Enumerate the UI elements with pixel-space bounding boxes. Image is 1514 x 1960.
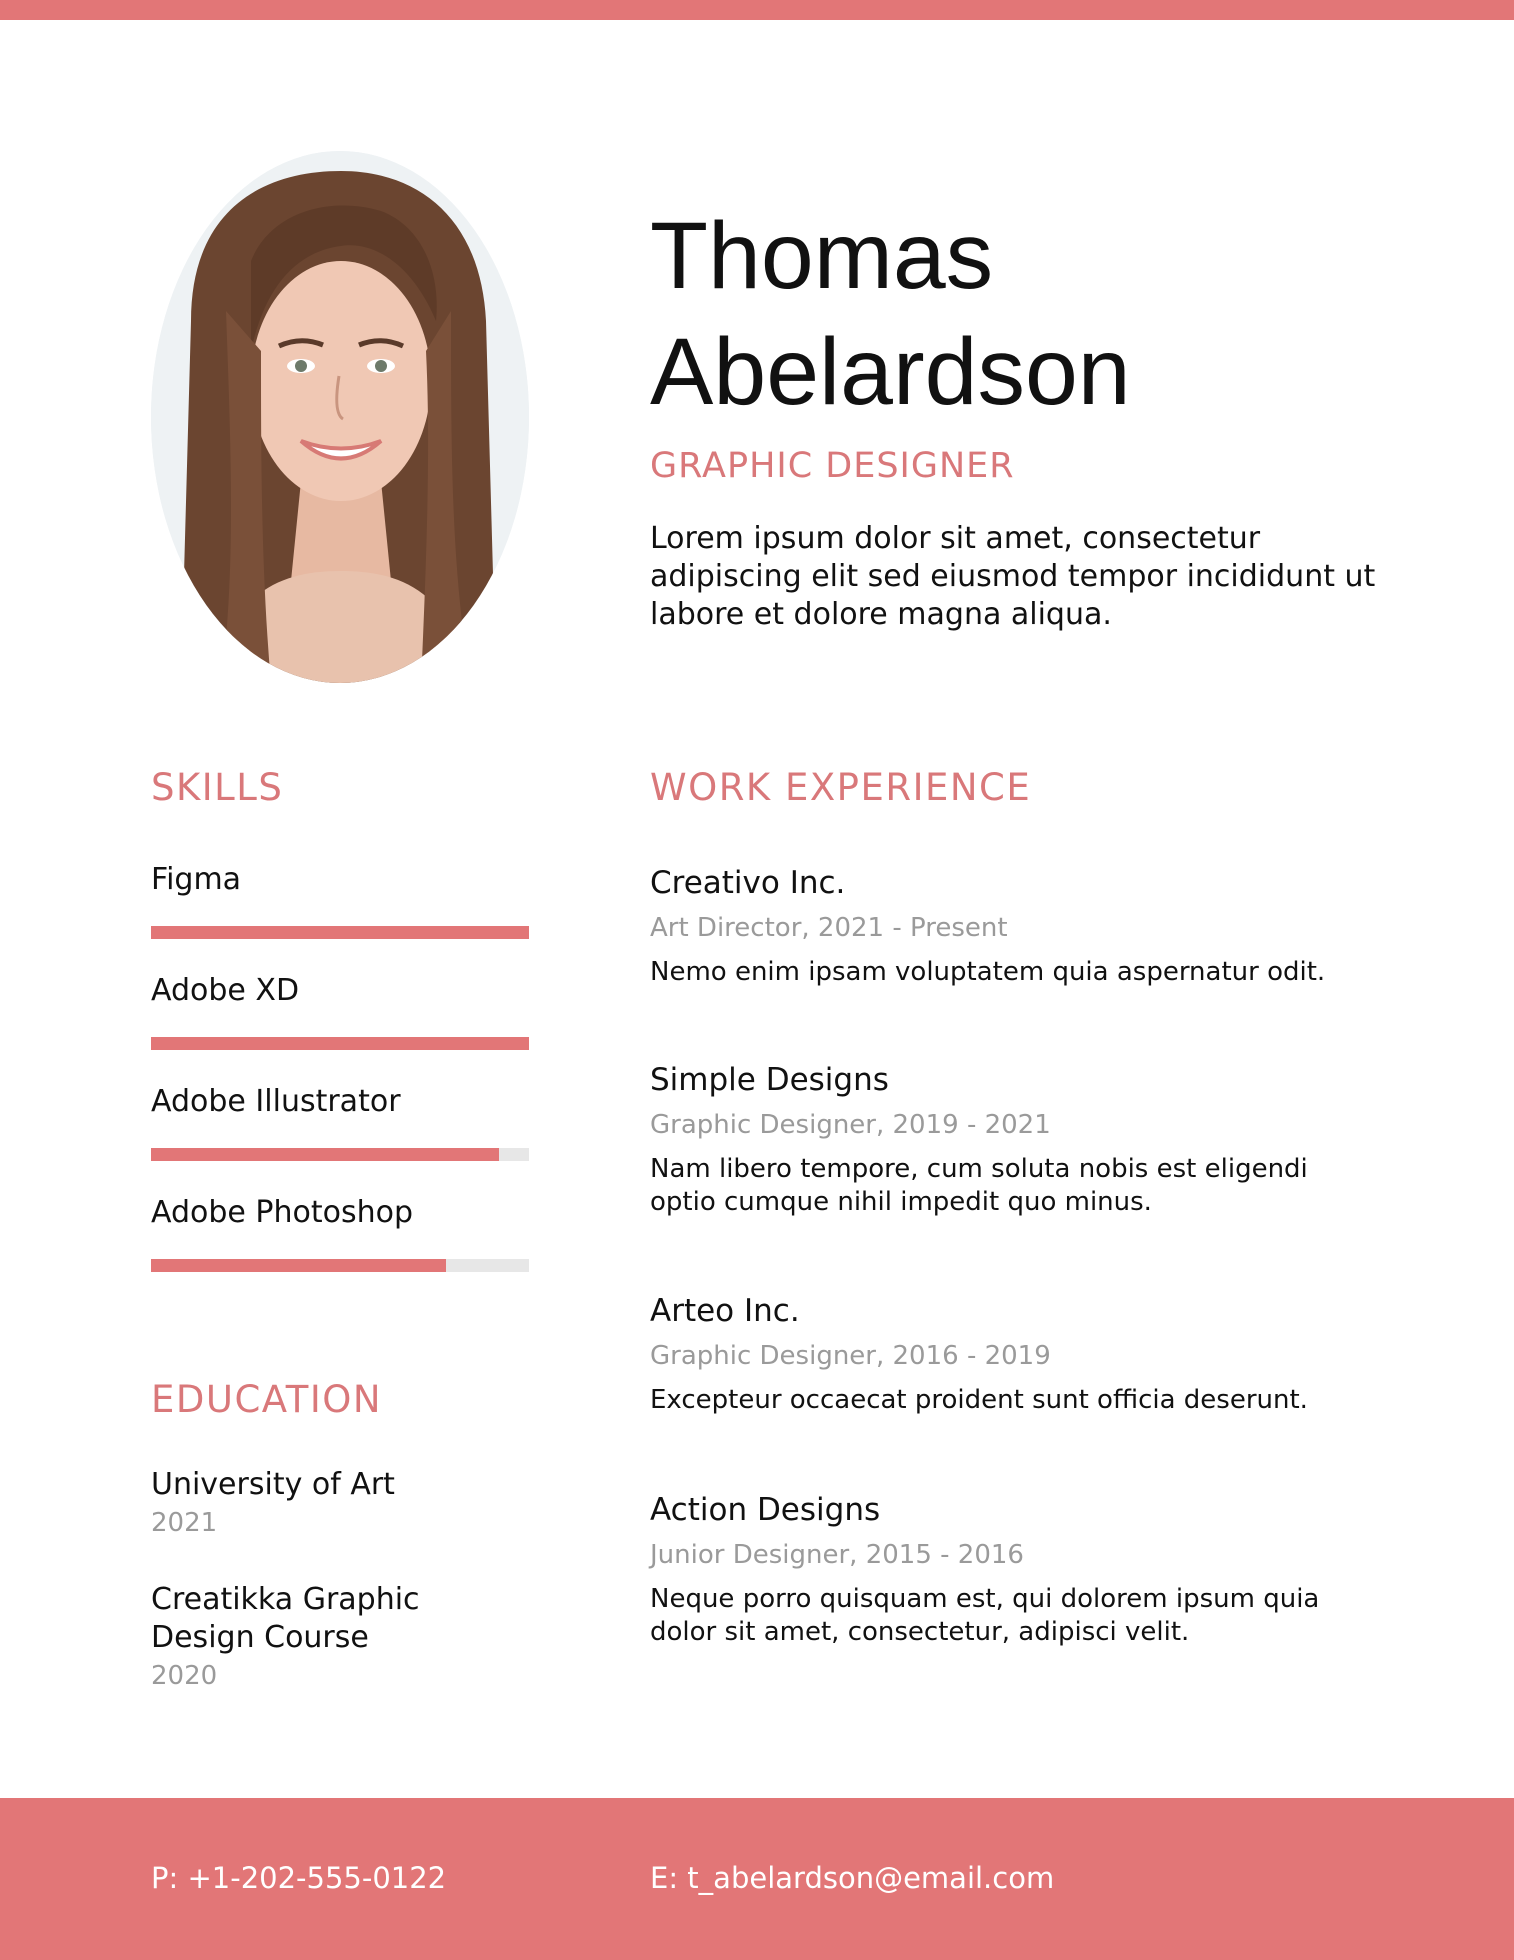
job-title: GRAPHIC DESIGNER: [650, 446, 1015, 486]
education-name-line: Design Course: [151, 1620, 369, 1655]
job-company: Action Designs: [650, 1492, 881, 1528]
profile-summary: Lorem ipsum dolor sit amet, consectetur adipiscing elit sed eiusmod tempor incididunt ut labore et dolore magna aliqua.: [650, 521, 1376, 632]
name-last: Abelardson: [650, 319, 1131, 425]
skill-bar-fill: [151, 1259, 446, 1272]
skill-bar-track: [151, 926, 529, 939]
skill-item: [151, 862, 529, 898]
job-description: [650, 1153, 1410, 1219]
candidate-name: [650, 198, 1410, 430]
job-description: Excepteur occaecat proident sunt officia deserunt.: [650, 1385, 1308, 1415]
skill-bar-fill: [151, 1148, 499, 1161]
job-role: Junior Designer, 2015 - 2016: [650, 1540, 1024, 1570]
job-role: Graphic Designer, 2016 - 2019: [650, 1341, 1051, 1371]
job-entry: [650, 1491, 1410, 1649]
education-name-line: Creatikka Graphic: [151, 1582, 420, 1617]
skill-bar-fill: [151, 1037, 529, 1050]
job-entry: [650, 864, 1410, 989]
skill-label: Adobe Photoshop: [151, 1195, 414, 1230]
education-year: 2021: [151, 1508, 218, 1538]
job-description-line: optio cumque nihil impedit quo minus.: [650, 1187, 1152, 1217]
education-name: [151, 1581, 551, 1657]
skill-bar-track: [151, 1037, 529, 1050]
education-name: University of Art: [151, 1467, 395, 1502]
skill-bar-track: [151, 1148, 529, 1161]
education-item: [151, 1581, 551, 1693]
job-company: Simple Designs: [650, 1062, 889, 1098]
education-year: 2020: [151, 1661, 218, 1691]
top-accent-bar: [0, 0, 1514, 20]
contact-footer: [0, 1798, 1514, 1960]
skill-item: [151, 1195, 529, 1231]
contact-phone: P: +1-202-555-0122: [151, 1861, 447, 1895]
contact-email[interactable]: E: t_abelardson@email.com: [650, 1861, 1055, 1895]
job-entry: [650, 1061, 1410, 1219]
skill-bar-fill: [151, 926, 529, 939]
skill-bar-track: [151, 1259, 529, 1272]
job-description-line: dolor sit amet, consectetur, adipisci velit.: [650, 1617, 1190, 1647]
skill-item: [151, 1084, 529, 1120]
skill-item: [151, 973, 529, 1009]
job-description: Nemo enim ipsam voluptatem quia aspernatur odit.: [650, 957, 1326, 987]
job-role: Graphic Designer, 2019 - 2021: [650, 1110, 1051, 1140]
job-role: Art Director, 2021 - Present: [650, 913, 1008, 943]
job-description-line: Nam libero tempore, cum soluta nobis est eligendi: [650, 1154, 1308, 1184]
job-company: Arteo Inc.: [650, 1293, 800, 1329]
education-item: [151, 1466, 551, 1540]
work-experience-heading: WORK EXPERIENCE: [650, 766, 1032, 809]
portrait-image: [151, 151, 529, 683]
skills-heading: SKILLS: [151, 766, 284, 809]
name-first: Thomas: [650, 203, 994, 309]
skill-label: Figma: [151, 862, 242, 897]
job-entry: [650, 1292, 1410, 1417]
job-company: Creativo Inc.: [650, 865, 846, 901]
profile-photo: [151, 151, 529, 683]
job-description-line: Neque porro quisquam est, qui dolorem ipsum quia: [650, 1584, 1320, 1614]
skill-label: Adobe XD: [151, 973, 300, 1008]
job-description: [650, 1583, 1410, 1649]
education-heading: EDUCATION: [151, 1378, 383, 1421]
skill-label: Adobe Illustrator: [151, 1084, 401, 1119]
